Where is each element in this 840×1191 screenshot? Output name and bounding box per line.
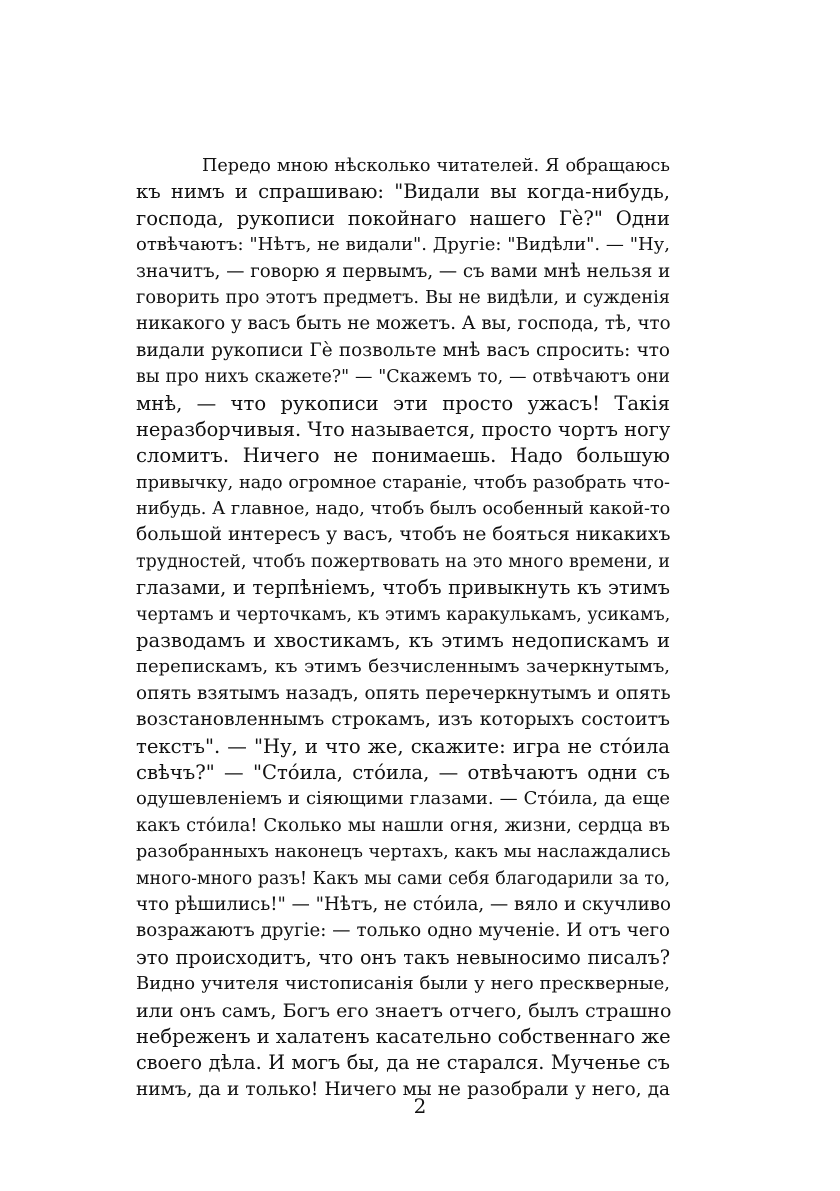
text-line: что рѣшились!" — "Нѣтъ, не сто́ила, — вяло и скучливо bbox=[136, 893, 671, 915]
text-line: чертамъ и черточкамъ, къ этимъ каракулькамъ, усикамъ, bbox=[136, 604, 671, 625]
text-line: говорить про этотъ предметъ. Вы не видѣли, и сужденія bbox=[136, 286, 670, 308]
text-line: перепискамъ, къ этимъ безчисленнымъ зачеркнутымъ, bbox=[136, 656, 670, 678]
text-line: къ нимъ и спрашиваю: "Видали вы когда-нибудь, bbox=[136, 180, 670, 204]
text-line: нибудь. А главное, надо, чтобъ былъ особенный какой-то bbox=[136, 499, 671, 520]
text-line: возстановленнымъ строкамъ, изъ которыхъ состоитъ bbox=[136, 709, 670, 731]
text-line: неразборчивыя. Что называется, просто чортъ ногу bbox=[136, 417, 671, 441]
text-line: своего дѣла. И могъ бы, да не старался. Мученье съ bbox=[136, 1051, 670, 1075]
text-line: одушевленіемъ и сіяющими глазами. — Сто́ила, да еще bbox=[136, 788, 670, 810]
text-line: свѣчъ?" — "Сто́ила, сто́ила, — отвѣчаютъ одни съ bbox=[136, 760, 670, 784]
text-line: или онъ самъ, Богъ его знаетъ отчего, былъ страшно bbox=[136, 999, 672, 1022]
text-line: это происходитъ, что онъ такъ невыносимо писалъ? bbox=[136, 945, 670, 969]
text-line: возражаютъ другіе: — только одно мученіе. И отъ чего bbox=[136, 920, 670, 942]
text-line: Видно учителя чистописанія были у него прескверные, bbox=[136, 973, 670, 995]
text-line: видали рукописи Гè позвольте мнѣ васъ спросить: что bbox=[136, 339, 670, 361]
text-line: отвѣчаютъ: "Нѣтъ, не видали". Другіе: "Видѣли". — "Ну, bbox=[136, 234, 670, 256]
text-line: большой интересъ у васъ, чтобъ не бояться никакихъ bbox=[136, 524, 671, 546]
text-line: разводамъ и хвостикамъ, къ этимъ недопискамъ и bbox=[136, 629, 670, 653]
text-line: какъ сто́ила! Сколько мы нашли огня, жизни, сердца въ bbox=[136, 814, 670, 836]
text-line: опять взятымъ назадъ, опять перечеркнутымъ и опять bbox=[136, 682, 671, 704]
body-paragraph bbox=[136, 153, 670, 1103]
text-line: Передо мною нѣсколько читателей. Я обращаюсь bbox=[202, 156, 670, 176]
text-line: текстъ". — "Ну, и что же, скажите: игра не сто́ила bbox=[136, 734, 670, 758]
text-line: много-много разъ! Какъ мы сами себя благодарили за то, bbox=[136, 868, 670, 889]
text-line: разобранныхъ наконецъ чертахъ, какъ мы наслаждались bbox=[136, 842, 671, 863]
text-line: привычку, надо огромное стараніе, чтобъ разобрать что- bbox=[136, 472, 670, 493]
text-line: трудностей, чтобъ пожертвовать на это много времени, и bbox=[136, 551, 670, 572]
text-line: господа, рукописи покойнаго нашего Гè?" Одни bbox=[136, 206, 670, 230]
text-line: нимъ, да и только! Ничего мы не разобрали у него, да bbox=[136, 1078, 670, 1100]
text-line: значитъ, — говорю я первымъ, — съ вами мнѣ нельзя и bbox=[136, 260, 671, 282]
text-line: глазами, и терпѣніемъ, чтобъ привыкнуть къ этимъ bbox=[136, 576, 670, 600]
text-line: никакого у васъ быть не можетъ. А вы, господа, тѣ, что bbox=[136, 313, 671, 335]
page-number: 2 bbox=[413, 1094, 427, 1118]
text-line: небреженъ и халатенъ касательно собственнаго же bbox=[136, 1024, 671, 1048]
text-line: сломитъ. Ничего не понимаешь. Надо большую bbox=[136, 444, 670, 468]
text-line: мнѣ, — что рукописи эти просто ужасъ! Такія bbox=[136, 391, 670, 415]
text-line: вы про нихъ скажете?" — "Скажемъ то, — отвѣчаютъ они bbox=[136, 367, 670, 388]
